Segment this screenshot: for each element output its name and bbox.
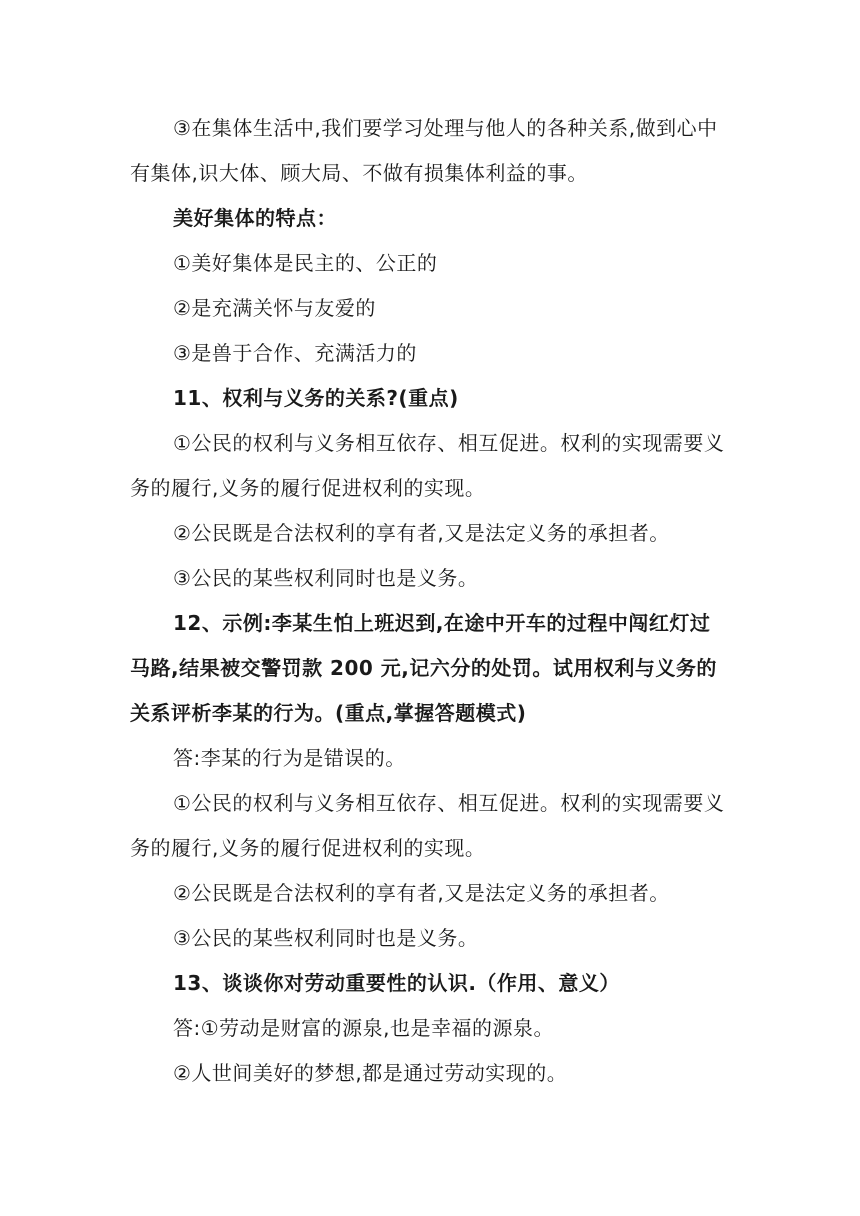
- paragraph: 答:李某的行为是错误的。: [173, 746, 406, 770]
- paragraph: ②公民既是合法权利的享有者,又是法定义务的承担者。: [173, 881, 670, 905]
- paragraph: ①美好集体是民主的、公正的: [173, 251, 438, 275]
- paragraph: ①公民的权利与义务相互依存、相互促进。权利的实现需要义务的履行,义务的履行促进权利的实现。: [130, 791, 725, 860]
- paragraph: ③公民的某些权利同时也是义务。: [173, 926, 479, 950]
- section-heading: 美好集体的特点：: [173, 206, 337, 230]
- paragraph: ③是兽于合作、充满活力的: [173, 341, 417, 365]
- paragraph: ③在集体生活中,我们要学习处理与他人的各种关系,做到心中有集体,识大体、顾大局、不做有损集体利益的事。: [130, 116, 718, 185]
- paragraph: ③公民的某些权利同时也是义务。: [173, 566, 479, 590]
- paragraph: ①公民的权利与义务相互依存、相互促进。权利的实现需要义务的履行,义务的履行促进权利的实现。: [130, 431, 725, 500]
- paragraph: 答:①劳动是财富的源泉,也是幸福的源泉。: [173, 1016, 555, 1040]
- section-heading: 13、谈谈你对劳动重要性的认识.（作用、意义）: [173, 971, 620, 995]
- section-heading: 11、权利与义务的关系?(重点): [173, 386, 459, 410]
- paragraph: ②是充满关怀与友爱的: [173, 296, 376, 320]
- document-body: [130, 106, 730, 1096]
- section-heading: 12、示例:李某生怕上班迟到,在途中开车的过程中闯红灯过马路,结果被交警罚款 200 元,记六分的处罚。试用权利与义务的关系评析李某的行为。(重点,掌握答题模式): [130, 611, 717, 725]
- paragraph: ②公民既是合法权利的享有者,又是法定义务的承担者。: [173, 521, 670, 545]
- paragraph: ②人世间美好的梦想,都是通过劳动实现的。: [173, 1061, 568, 1085]
